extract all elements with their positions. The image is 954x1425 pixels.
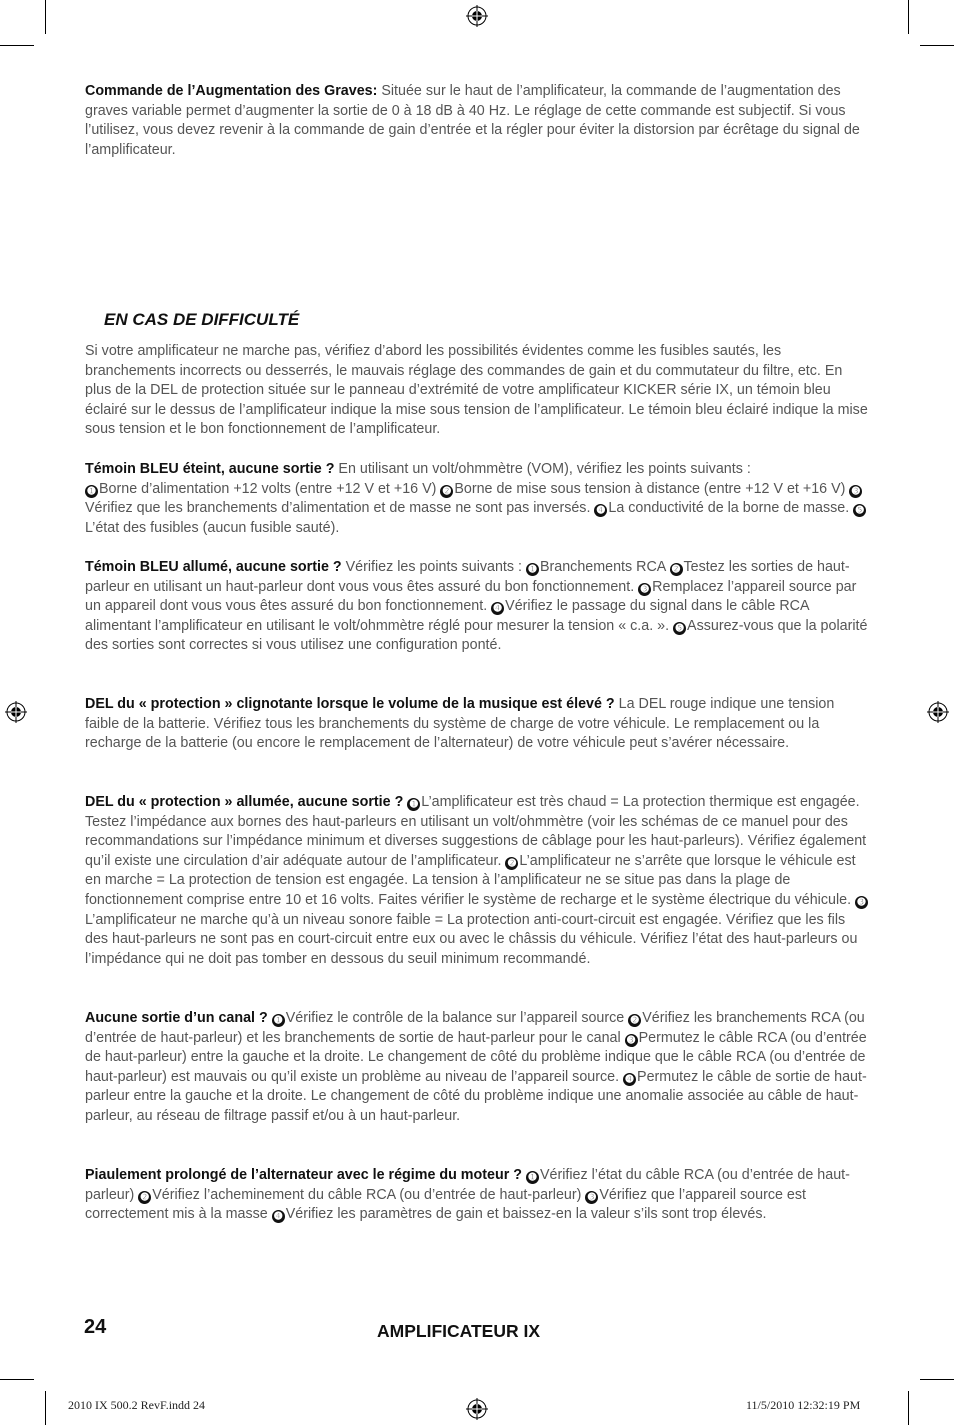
crop-mark — [908, 1391, 909, 1425]
step-text: L’amplificateur est très chaud = La protection thermique est engagée. Testez l’impédance aux bornes des haut-parleurs en utilisant un volt/ohmmètre (voir les schémas de ce manuel pour des recommandations sur l’impédance minimum et diverses suggestions de câblage pour les haut-parleurs). Vérifiez également qu’il existe une circulation d’air adéquate autour de l’amplificateur. — [85, 794, 867, 869]
troubleshoot-no-channel — [85, 1009, 870, 1127]
step-text: L’amplificateur ne s’arrête que lorsque le véhicule est en marche = La protection de tension est engagée. La tension à l’amplificateur ne se situe pas dans la plage de fonctionnement comprise entre 10 et 16 volts. Faites vérifier le système de recharge et le système électrique du véhicule. — [85, 852, 856, 908]
crop-mark — [920, 1379, 954, 1380]
step-number-3: ➌ — [625, 1034, 638, 1047]
step-number-2: ➋ — [505, 857, 518, 870]
slug-timestamp: 11/5/2010 12:32:19 PM — [746, 1398, 861, 1412]
intro-paragraph: Si votre amplificateur ne marche pas, vérifiez d’abord les possibilités évidentes comme les fusibles sautés, les branchements incorrects ou desserrés, le mauvais réglage des commandes de gain et du commutateur du filtre, etc. En plus de la DEL de protection située sur le panneau d’extrémité de votre amplificateur KICKER série IX, un témoin bleu éclairé sur le dessus de l’amplificateur indique la mise sous tension de l’amplificateur. Le témoin bleu éclairé indique la mise sous tension et le bon fonctionnement de l’amplificateur. — [85, 343, 868, 438]
step-number-3: ➌ — [855, 896, 868, 909]
step-number-2: ➋ — [138, 1191, 151, 1204]
step-number-2: ➋ — [670, 563, 683, 576]
troubleshoot-heading: Piaulement prolongé de l’alternateur avec le régime du moteur ? — [85, 1167, 522, 1183]
step-text: L’état des fusibles (aucun fusible sauté). — [85, 519, 340, 536]
step-text: Vérifiez l’acheminement du câble RCA (ou d’entrée de haut-parleur) — [152, 1186, 586, 1203]
step-text: Permutez le câble RCA (ou d’entrée de haut-parleur) entre la gauche et la droite. Le changement de côté du problème indique que le câble RCA (ou d’entrée de haut-parleur) est mauvais ou qu’il existe un problème au niveau de l’appareil source. — [85, 1029, 867, 1085]
step-number-1: ➊ — [526, 1171, 539, 1184]
registration-mark-icon — [466, 5, 488, 27]
step-text: Branchements RCA — [539, 559, 670, 575]
registration-mark-icon — [466, 1398, 488, 1420]
step-number-4: ➍ — [272, 1210, 285, 1223]
step-number-4: ➍ — [594, 504, 607, 517]
troubleshoot-heading: Témoin BLEU allumé, aucune sortie ? — [85, 559, 342, 575]
crop-mark — [0, 45, 34, 46]
step-number-5: ➎ — [853, 504, 866, 517]
troubleshoot-text: La DEL rouge indique une tension faible de la batterie. Vérifiez tous les branchements du système de charge de votre véhicule. Le remplacement ou la recharge de la batterie (ou encore le remplacement de l’alternateur) de votre véhicule peut s’avérer nécessaire. — [85, 696, 835, 752]
crop-mark — [908, 0, 909, 34]
troubleshoot-lead: Vérifiez les points suivants : — [341, 559, 526, 575]
step-number-5: ➎ — [673, 622, 686, 635]
troubleshoot-heading: Témoin BLEU éteint, aucune sortie ? — [85, 461, 335, 477]
section-title: EN CAS DE DIFFICULTÉ — [104, 310, 300, 329]
step-text: Borne d’alimentation +12 volts (entre +12 V et +16 V) — [99, 480, 441, 497]
step-number-2: ➋ — [440, 485, 453, 498]
step-text: Vérifiez que l’appareil source est correctement mis à la masse — [85, 1186, 806, 1223]
step-text: Vérifiez les paramètres de gain et baissez-en la valeur s’ils sont trop élevés. — [285, 1206, 767, 1223]
troubleshoot-blue-on — [85, 558, 870, 656]
step-number-4: ➍ — [623, 1073, 636, 1086]
troubleshoot-alternator-whine — [85, 1166, 870, 1225]
troubleshoot-protect-blink — [85, 695, 870, 754]
troubleshoot-protect-on — [85, 793, 870, 969]
troubleshoot-blue-off — [85, 460, 870, 538]
step-text: L’amplificateur ne marche qu’à un niveau sonore faible = La protection anti-court-circuit est engagée. Vérifiez que les fils des haut-parleurs ne sont pas en court-circuit entre eux ou avec le châssis du véhicule. Vérifiez l’état des haut-parleurs ou l’impédance qui ne doit pas tomber en dessous du seuil minimum recommandé. — [85, 911, 858, 967]
step-text: Vérifiez les branchements RCA (ou d’entrée de haut-parleur) et les branchements de sortie de haut-parleur pour le canal — [85, 1010, 865, 1046]
slug-filename: 2010 IX 500.2 RevF.indd 24 — [68, 1398, 206, 1412]
step-text: Vérifiez l’état du câble RCA (ou d’entrée de haut-parleur) — [85, 1167, 850, 1203]
step-text: La conductivité de la borne de masse. — [608, 500, 854, 517]
crop-mark — [920, 45, 954, 46]
crop-mark — [0, 1379, 34, 1380]
footer-title: AMPLIFICATEUR IX — [377, 1321, 541, 1341]
bass-boost-paragraph — [85, 82, 870, 160]
crop-mark — [45, 1391, 46, 1425]
step-number-3: ➌ — [638, 583, 651, 596]
step-number-3: ➌ — [585, 1191, 598, 1204]
step-number-1: ➊ — [85, 485, 98, 498]
step-number-1: ➊ — [272, 1014, 285, 1027]
step-number-4: ➍ — [491, 602, 504, 615]
step-number-1: ➊ — [407, 798, 420, 811]
registration-mark-icon — [927, 701, 949, 723]
bass-boost-heading: Commande de l’Augmentation des Graves: — [85, 83, 378, 99]
troubleshoot-heading: Aucune sortie d’un canal ? — [85, 1010, 268, 1026]
troubleshoot-heading: DEL du « protection » clignotante lorsque le volume de la musique est élevé ? — [85, 696, 615, 712]
troubleshoot-heading: DEL du « protection » allumée, aucune sortie ? — [85, 794, 404, 810]
step-text: Vérifiez le contrôle de la balance sur l’appareil source — [285, 1010, 629, 1026]
step-number-2: ➋ — [628, 1014, 641, 1027]
step-text: Vérifiez le passage du signal dans le câble RCA alimentant l’amplificateur en utilisant le volt/ohmmètre réglé pour mesurer la tension « c.a. ». — [85, 598, 809, 634]
page-number: 24 — [84, 1316, 107, 1338]
step-text: Borne de mise sous tension à distance (entre +12 V et +16 V) — [454, 480, 850, 497]
step-number-3: ➌ — [849, 485, 862, 498]
step-number-1: ➊ — [526, 563, 539, 576]
step-text: Remplacez l’appareil source par un appareil dont vous vous êtes assuré du bon fonctionnement. — [85, 578, 857, 615]
troubleshoot-lead: En utilisant un volt/ohmmètre (VOM), vérifiez les points suivants : — [334, 461, 751, 477]
registration-mark-icon — [5, 701, 27, 723]
step-text: Vérifiez que les branchements d’alimentation et de masse ne sont pas inversés. — [85, 500, 595, 517]
step-text: Testez les sorties de haut-parleur en utilisant un haut-parleur dont vous vous êtes assuré du bon fonctionnement. — [85, 559, 850, 595]
step-text: Permutez le câble de sortie de haut-parleur entre la gauche et la droite. Le changement de côté du problème indique une anomalie associée au câble de haut-parleur, au réseau de filtrage passif et/ou à un haut-parleur. — [85, 1068, 867, 1124]
crop-mark — [45, 0, 46, 34]
bass-boost-text: Située sur le haut de l’amplificateur, la commande de l’augmentation des graves variable permet d’augmenter la sortie de 0 à 18 dB à 40 Hz. Le réglage de cette commande est subjectif. Si vous l’utilisez, vous devez revenir à la commande de gain d’entrée et la régler pour éviter la distorsion par écrêtage du signal de l’amplificateur. — [85, 83, 860, 158]
step-text: Assurez-vous que la polarité des sorties sont correctes si vous utilisez une configuration ponté. — [85, 617, 868, 654]
